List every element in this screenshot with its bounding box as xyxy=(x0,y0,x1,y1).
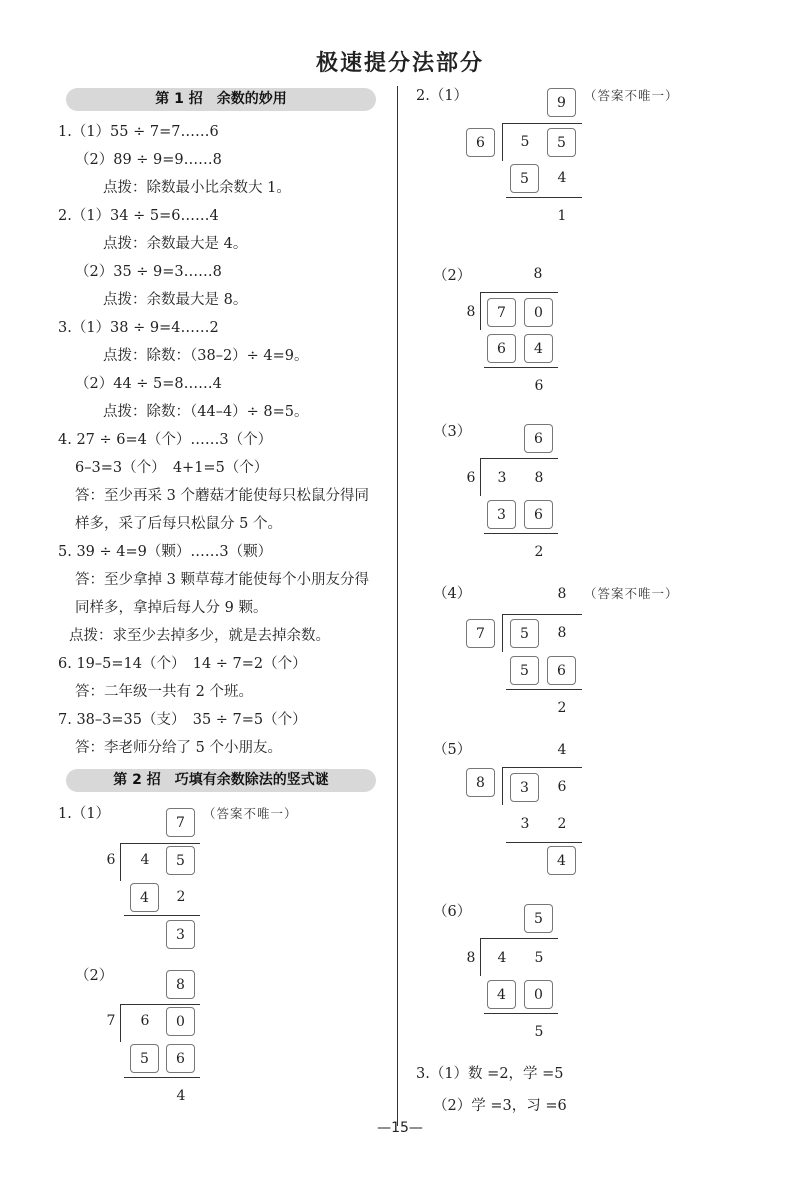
dividend-digit: 6 xyxy=(557,779,567,795)
quotient: 8 xyxy=(557,586,567,602)
hint-line: 点拨：余数最大是 4。 xyxy=(103,236,248,252)
hint-line: 点拨：除数最小比余数大 1。 xyxy=(103,180,291,196)
dividend-box: 5 xyxy=(510,619,539,648)
text-line: 6. 19–5=14（个） 14 ÷ 7=2（个） xyxy=(58,656,307,672)
answer-line: 同样多，拿掉后每人分 9 颗。 xyxy=(75,600,268,616)
dividend-box: 7 xyxy=(487,298,516,327)
remainder: 2 xyxy=(557,700,567,716)
answer-line: 答：二年级一共有 2 个班。 xyxy=(75,684,253,700)
dividend-box: 0 xyxy=(524,298,553,327)
remainder: 4 xyxy=(176,1088,186,1104)
product-box: 5 xyxy=(510,656,539,685)
divisor: 8 xyxy=(466,950,476,966)
hint-line: 点拨：除数：（38–2）÷ 4=9。 xyxy=(103,348,309,364)
text-line: 4. 27 ÷ 6=4（个）……3（个） xyxy=(58,432,273,448)
dividend-box: 3 xyxy=(510,773,539,802)
question-label: （3） xyxy=(433,424,472,440)
dividend-digit: 3 xyxy=(497,470,507,486)
quotient-box: 9 xyxy=(547,88,576,117)
remainder-box: 4 xyxy=(547,846,576,875)
text-line: 3.（1）38 ÷ 9=4……2 xyxy=(58,320,219,336)
quotient-box: 5 xyxy=(524,904,553,933)
divisor: 7 xyxy=(106,1013,116,1029)
remainder-box: 3 xyxy=(166,920,195,949)
note-not-unique: （答案不唯一） xyxy=(584,88,679,103)
section-heading-2: 第 2 招 巧填有余数除法的竖式谜 xyxy=(66,769,376,792)
hint-line: 点拨：余数最大是 8。 xyxy=(103,292,248,308)
dividend-box: 0 xyxy=(166,1007,195,1036)
divisor-box: 6 xyxy=(466,128,495,157)
text-line: 7. 38–3=35（支） 35 ÷ 7=5（个） xyxy=(58,712,307,728)
dividend-digit: 4 xyxy=(497,950,507,966)
text-line: 5. 39 ÷ 4=9（颗）……3（颗） xyxy=(58,544,273,560)
remainder: 1 xyxy=(557,208,567,224)
page-title: 极速提分法部分 xyxy=(315,51,484,76)
product-digit: 4 xyxy=(557,170,567,186)
divisor: 6 xyxy=(106,852,116,868)
product-digit: 2 xyxy=(557,816,567,832)
quotient: 4 xyxy=(557,742,567,758)
question-label: （2） xyxy=(433,268,472,284)
question-label: （2） xyxy=(75,968,114,984)
quotient-box: 7 xyxy=(166,808,195,837)
text-line: （2）学 =3，习 =6 xyxy=(433,1098,567,1114)
quotient-box: 6 xyxy=(524,424,553,453)
question-label: （4） xyxy=(433,586,472,602)
divisor-box: 7 xyxy=(466,619,495,648)
hint-line: 点拨：除数：（44–4）÷ 8=5。 xyxy=(103,404,309,420)
remainder: 5 xyxy=(534,1024,544,1040)
column-divider xyxy=(397,86,398,1126)
text-line: 3.（1）数 =2，学 =5 xyxy=(416,1066,564,1082)
product-box: 6 xyxy=(524,500,553,529)
text-line: （2）44 ÷ 5=8……4 xyxy=(75,376,222,392)
dividend-digit: 6 xyxy=(140,1013,150,1029)
product-box: 5 xyxy=(510,164,539,193)
dividend-digit: 4 xyxy=(140,852,150,868)
question-label: 1.（1） xyxy=(58,806,111,822)
product-digit: 2 xyxy=(176,889,186,905)
dividend-digit: 5 xyxy=(520,134,530,150)
quotient: 8 xyxy=(533,266,543,282)
divisor-box: 8 xyxy=(466,768,495,797)
hint-line: 点拨：求至少去掉多少，就是去掉余数。 xyxy=(69,628,330,644)
dividend-digit: 8 xyxy=(557,625,567,641)
text-line: （2）35 ÷ 9=3……8 xyxy=(75,264,222,280)
divisor: 8 xyxy=(466,304,476,320)
remainder: 6 xyxy=(534,378,544,394)
dividend-box: 5 xyxy=(166,846,195,875)
product-box: 4 xyxy=(487,980,516,1009)
question-label: （5） xyxy=(433,742,472,758)
text-line: 1.（1）55 ÷ 7=7……6 xyxy=(58,124,219,140)
product-box: 3 xyxy=(487,500,516,529)
dividend-digit: 5 xyxy=(534,950,544,966)
answer-line: 答：至少拿掉 3 颗草莓才能使每个小朋友分得 xyxy=(75,572,369,588)
answer-line: 答：李老师分给了 5 个小朋友。 xyxy=(75,740,282,756)
dividend-box: 5 xyxy=(547,128,576,157)
answer-line: 答：至少再采 3 个蘑菇才能使每只松鼠分得同 xyxy=(75,488,369,504)
text-line: 2.（1）34 ÷ 5=6……4 xyxy=(58,208,219,224)
question-label: （6） xyxy=(433,904,472,920)
product-box: 4 xyxy=(130,883,159,912)
answer-line: 样多，采了后每只松鼠分 5 个。 xyxy=(75,516,282,532)
product-box: 6 xyxy=(547,656,576,685)
text-line: （2）89 ÷ 9=9……8 xyxy=(75,152,222,168)
divisor: 6 xyxy=(466,470,476,486)
dividend-digit: 8 xyxy=(534,470,544,486)
section-heading-1: 第 1 招 余数的妙用 xyxy=(66,88,376,111)
note-not-unique: （答案不唯一） xyxy=(203,806,298,821)
remainder: 2 xyxy=(534,544,544,560)
note-not-unique: （答案不唯一） xyxy=(584,586,679,601)
product-digit: 3 xyxy=(520,816,530,832)
quotient-box: 8 xyxy=(166,970,195,999)
product-box: 4 xyxy=(524,334,553,363)
product-box: 6 xyxy=(487,334,516,363)
question-label: 2.（1） xyxy=(416,88,469,104)
product-box: 5 xyxy=(130,1044,159,1073)
product-box: 6 xyxy=(166,1044,195,1073)
page-number: —15— xyxy=(377,1120,423,1136)
product-box: 0 xyxy=(524,980,553,1009)
text-line: 6–3=3（个） 4+1=5（个） xyxy=(75,460,269,476)
